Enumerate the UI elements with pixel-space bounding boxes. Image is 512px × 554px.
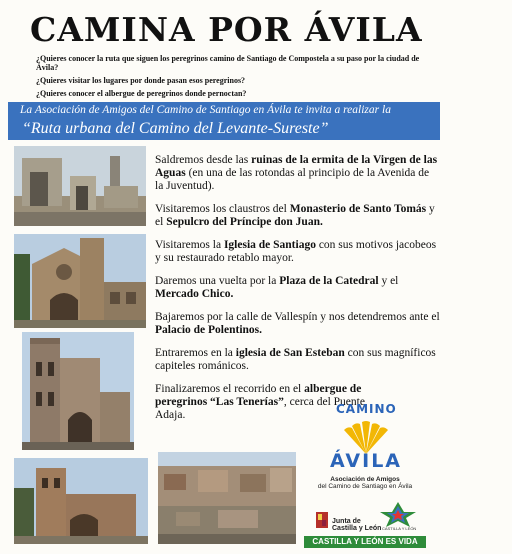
stop-4-place: Plaza de la Catedral [279,275,379,287]
question-3: ¿Quieres conocer el albergue de peregrinos donde pernoctan? [36,89,247,98]
stop-2-place: Monasterio de Santo Tomás [289,203,427,215]
stop-3-text: Visitaremos la [155,239,224,251]
stop-1-place: ruinas de la ermita de la Virgen de las Aguas [155,154,438,179]
stop-4-connector: y el [378,275,399,287]
junta-line-2: Castilla y León [332,525,382,532]
stop-4 [155,275,440,301]
photo-ermita-ruins [14,146,146,226]
stop-7-place: albergue de peregrinos “Las Tenerías” [155,383,362,408]
invitation-banner [8,102,440,140]
photo-albergue [158,452,296,544]
stop-6 [155,347,440,373]
stop-4-place-2: Mercado Chico. [155,288,234,300]
stop-1 [155,154,440,193]
castilla-leon-es-vida-bar: CASTILLA Y LEÓN ES VIDA [304,536,426,548]
association-name [305,476,425,490]
stop-1-detail: (en una de las rotondas al principio de la Avenida de la Juventud). [155,167,430,192]
banner-line-2: “Ruta urbana del Camino del Levante-Sureste” [22,120,329,137]
avila-logo-text: ÁVILA [330,450,403,472]
castilla-leon-star-icon [378,500,418,528]
stop-1-text: Saldremos desde las [155,154,252,166]
photo-catedral [22,332,134,450]
stop-5-place: Palacio de Polentinos. [155,324,263,336]
intro-questions [36,54,436,102]
junta-line-1: Junta de [332,518,361,525]
stop-2-connector: y el [155,203,435,228]
association-line-1: Asociación de Amigos [330,476,400,483]
stop-3 [155,239,440,265]
junta-text [332,518,381,532]
stop-3-place: Iglesia de Santiago [223,239,316,251]
stop-7-detail: , cerca del Puente Adaja. [155,396,365,421]
stop-2-text: Visitaremos los claustros del [155,203,290,215]
castilla-leon-small-text: CASTILLA Y LEÓN [382,526,417,531]
stop-2-place-2: Sepulcro del Príncipe don Juan. [166,216,323,228]
question-1: ¿Quieres conocer la ruta que siguen los peregrinos camino de Santiago de Compostela a su paso por la ciudad de Ávila? [36,54,420,72]
photo-san-esteban [14,458,148,544]
stop-3-detail: con sus motivos jacobeos y su restaurado retablo mayor. [155,239,437,264]
stop-5 [155,311,440,337]
stop-2 [155,203,440,229]
question-2: ¿Quieres visitar los lugares por donde pasan esos peregrinos? [36,76,246,85]
stop-5-text: Bajaremos por la calle de Vallespín y nos detendremos ante el [155,311,440,323]
photo-santo-tomas [14,234,146,328]
stop-6-text: Entraremos en la [155,347,236,359]
camino-logo-text: CAMINO [336,402,397,416]
stop-7-text: Finalizaremos el recorrido en el [155,383,305,395]
stop-6-detail: con sus magníficos capiteles románicos. [155,347,436,372]
banner-line-1: La Asociación de Amigos del Camino de Santiago en Ávila te invita a realizar la [20,104,391,116]
stop-4-text: Daremos una vuelta por la [155,275,280,287]
association-line-2: del Camino de Santiago en Ávila [317,483,413,490]
stop-6-place: iglesia de San Esteban [235,347,345,359]
route-description [155,154,440,432]
page-title: CAMINA POR ÁVILA [30,10,423,49]
